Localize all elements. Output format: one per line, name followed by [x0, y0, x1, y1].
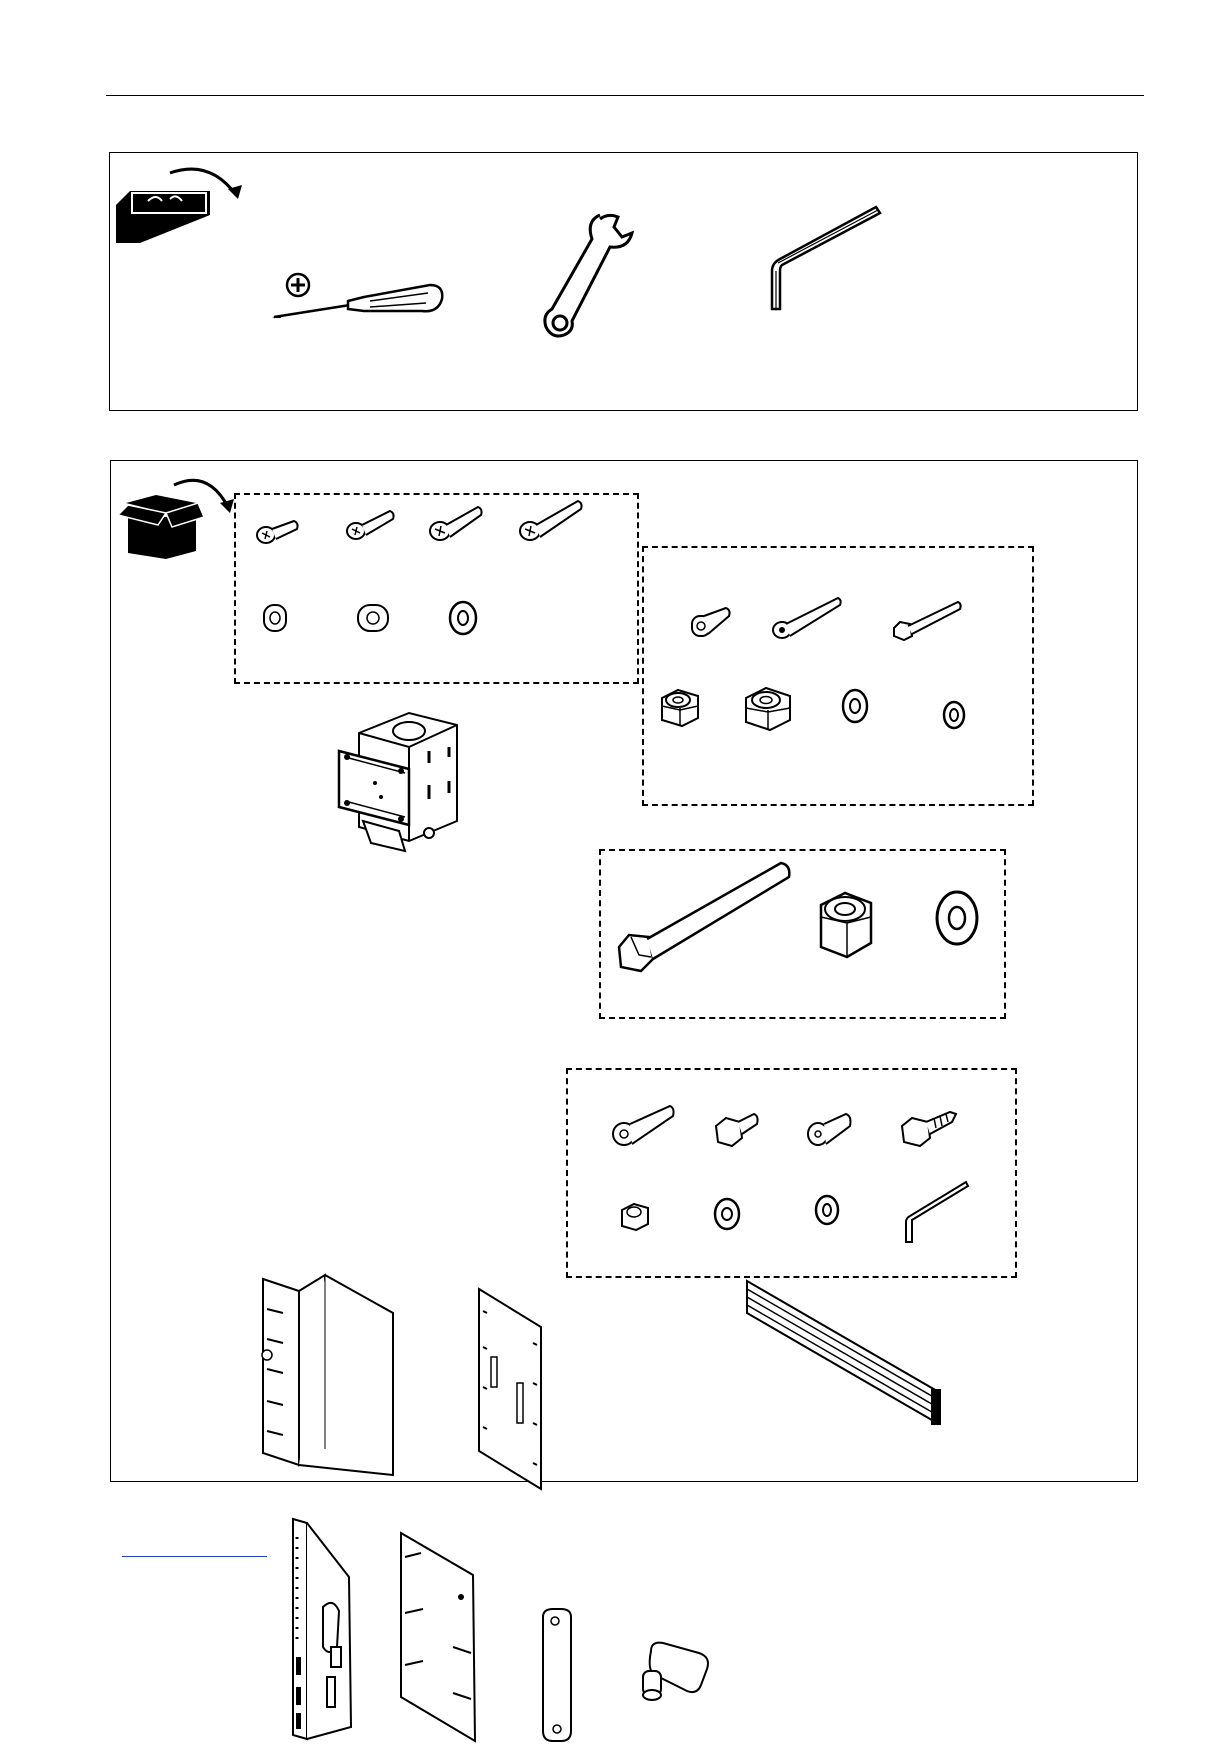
slotted-plate-icon — [475, 1287, 545, 1491]
ceiling-adapter-bracket-icon — [329, 711, 479, 861]
extrusion-rail-icon — [741, 1277, 951, 1427]
phillips-screw-icon — [254, 507, 304, 547]
folded-cover-plate-icon — [259, 1269, 399, 1479]
shoulder-screw-icon — [804, 1102, 860, 1150]
socket-cap-screw-icon — [688, 600, 738, 640]
tools-required-panel — [109, 152, 1138, 411]
nylon-lock-nut-icon — [656, 686, 704, 730]
hardware-group-c — [599, 849, 1006, 1019]
phillips-screw-icon — [344, 501, 399, 547]
vertical-mounting-bracket-icon — [287, 1517, 367, 1743]
parts-included-panel — [110, 460, 1138, 1482]
self-drilling-screw-icon — [896, 1100, 960, 1150]
hardware-group-d — [566, 1068, 1017, 1278]
flat-plate-icon — [397, 1231, 477, 1447]
washer-icon — [812, 1192, 842, 1228]
phillips-screw-icon — [426, 497, 486, 547]
phillips-screw-icon — [516, 495, 586, 547]
open-end-wrench-icon — [540, 205, 630, 345]
open-box-icon — [116, 473, 236, 563]
nylon-lock-nut-icon — [740, 684, 798, 734]
pin-plate-icon — [631, 1641, 721, 1711]
button-head-screw-icon — [610, 1100, 680, 1150]
hex-key-icon — [898, 1176, 974, 1246]
washer-icon — [446, 599, 480, 637]
hex-bolt-icon — [890, 598, 966, 644]
hex-key-icon — [760, 203, 890, 313]
washer-icon — [710, 1194, 744, 1234]
washer-icon — [838, 686, 872, 726]
hex-bolt-icon — [712, 1104, 764, 1150]
washer-icon — [940, 698, 968, 732]
connecting-strap-icon — [537, 1607, 577, 1743]
hex-nut-icon — [809, 887, 879, 963]
flat-plate-icon — [397, 1531, 477, 1747]
spacer-icon — [356, 601, 390, 635]
phillips-screwdriver-icon — [270, 271, 450, 327]
long-hex-bolt-icon — [613, 855, 793, 975]
toolbox-icon — [110, 153, 250, 253]
hardware-group-b — [642, 546, 1034, 806]
washer-icon — [931, 887, 983, 949]
footer-link-underline[interactable] — [122, 1556, 267, 1557]
header-rule — [106, 95, 1144, 96]
button-head-bolt-icon — [770, 594, 846, 642]
spacer-icon — [262, 601, 288, 635]
hex-nut-icon — [618, 1200, 652, 1234]
hardware-group-a — [234, 493, 639, 684]
